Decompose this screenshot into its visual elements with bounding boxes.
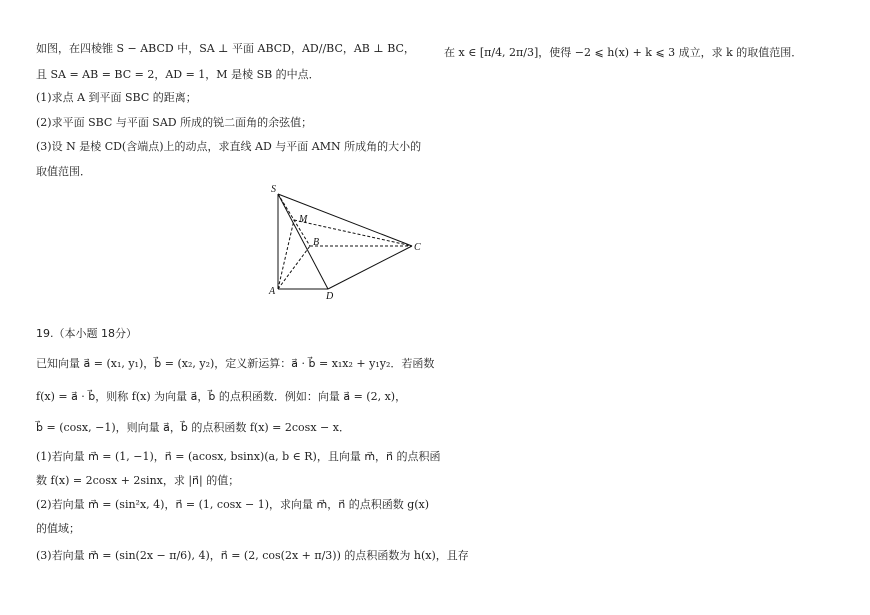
- p19-line-5: 数 f(x) = 2cosx + 2sinx，求 |n⃗| 的值；: [36, 474, 240, 487]
- p19-line-7: 的值域；: [36, 522, 80, 535]
- p19-line-2: f(x) = a⃗ · b⃗，则称 f(x) 为向量 a⃗，b⃗ 的点积函数．例如：向量 a⃗ = (2, x)，: [36, 390, 407, 403]
- p18-line-1: 如图，在四棱锥 S − ABCD 中，SA ⊥ 平面 ABCD，AD//BC，AB ⊥ BC，: [36, 42, 415, 55]
- p19-line-4: (1)若向量 m⃗ = (1, −1)，n⃗ = (acosx, bsinx)(a, b ∈ R)，且向量 m⃗，n⃗ 的点积函: [36, 450, 441, 463]
- pyramid-figure: [262, 182, 442, 302]
- p19-line-1: 已知向量 a⃗ = (x₁, y₁)，b⃗ = (x₂, y₂)，定义新运算：a⃗ · b⃗ = x₁x₂ + y₁y₂．若函数: [36, 357, 435, 370]
- p19-line-8: (3)若向量 m⃗ = (sin(2x − π/6), 4)，n⃗ = (2, cos(2x + π/3)) 的点积函数为 h(x)，且存: [36, 549, 469, 562]
- p19-title: 19.（本小题 18分）: [36, 327, 137, 340]
- p18-line-2: 且 SA = AB = BC = 2，AD = 1，M 是棱 SB 的中点．: [36, 68, 320, 81]
- label-B: B: [313, 237, 320, 248]
- p18-line-3: (1)求点 A 到平面 SBC 的距离；: [36, 91, 197, 104]
- label-A: A: [269, 286, 276, 297]
- edge-SD: [278, 194, 328, 289]
- label-S: S: [271, 184, 276, 195]
- label-D: D: [326, 291, 334, 302]
- label-M: M: [299, 214, 308, 225]
- p19-line-3: b⃗ = (cosx, −1)，则向量 a⃗，b⃗ 的点积函数 f(x) = 2cosx − x．: [36, 421, 350, 434]
- segment-AM: [278, 220, 294, 289]
- p18-line-4: (2)求平面 SBC 与平面 SAD 所成的锐二面角的余弦值；: [36, 116, 313, 129]
- p18-line-5: (3)设 N 是棱 CD(含端点)上的动点，求直线 AD 与平面 AMN 所成角的大小的: [36, 140, 422, 153]
- p18-line-6: 取值范围．: [36, 165, 91, 178]
- p19-line-6: (2)若向量 m⃗ = (sin²x, 4)，n⃗ = (1, cosx − 1)，求向量 m⃗，n⃗ 的点积函数 g(x): [36, 498, 430, 511]
- edge-DC: [328, 246, 412, 289]
- p19-continuation: 在 x ∈ [π/4, 2π/3]，使得 −2 ⩽ h(x) + k ⩽ 3 成立，求 k 的取值范围．: [444, 46, 803, 59]
- label-C: C: [414, 242, 421, 253]
- segment-MC: [294, 220, 412, 246]
